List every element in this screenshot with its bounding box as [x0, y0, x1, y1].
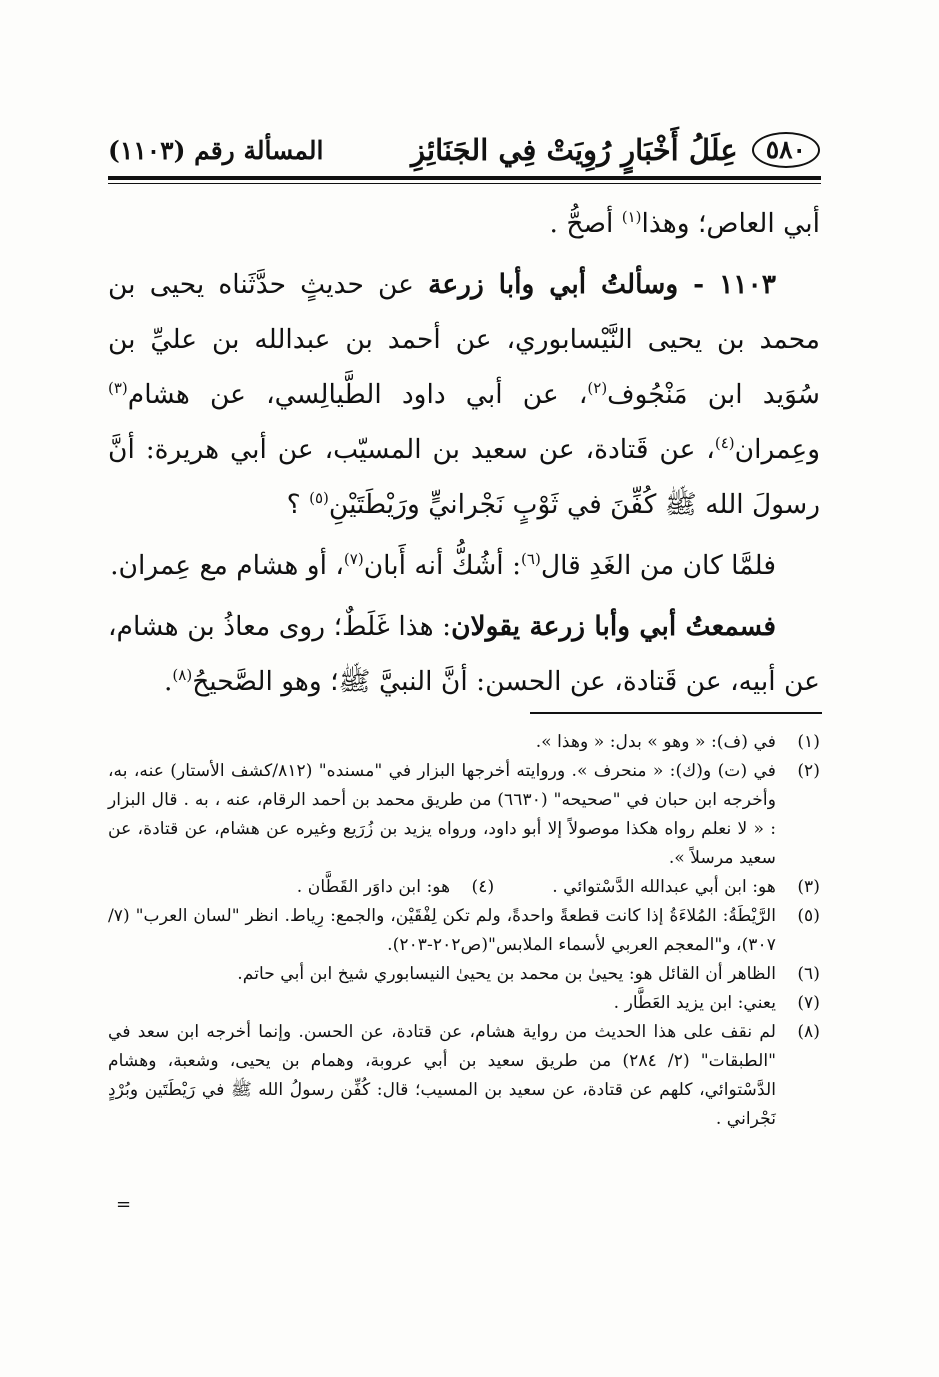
footnote-number: (٦)	[797, 964, 820, 984]
footnote-5	[108, 902, 820, 960]
footnote-ref[interactable]: (٦)	[521, 550, 541, 569]
footnote-text: الظاهر أن القائل هو: يحيىٰ بن محمد بن يحيىٰ النيسابوري شيخ ابن أبي حاتم.	[237, 964, 776, 984]
footnote-number: (٢)	[797, 761, 820, 781]
footnote-ref[interactable]: (١)	[621, 208, 642, 227]
footnotes-3-4	[108, 873, 820, 902]
footnote-2	[108, 757, 820, 873]
issue-label: المسألة رقم (١١٠٣)	[108, 135, 324, 165]
footnote-ref[interactable]: (٢)	[587, 379, 608, 398]
footnote-text: في (ف): « وهو » بدل: « وهذا ».	[535, 732, 776, 752]
footnote-text: هو: ابن داوَر القَطَّان .	[296, 877, 451, 897]
footnote-ref[interactable]: (٤)	[714, 434, 735, 453]
header-rule-thin	[108, 183, 821, 184]
footnote-7	[108, 989, 820, 1018]
footnote-text: لم نقف على هذا الحديث من رواية هشام، عن قتادة، عن الحسن. وإنما أخرجه ابن سعد في "الطبقات" (٢/ ٢٨٤) من طريق سعيد بن أبي عروبة، وهمام بن يحيى، وشعبة، وهشام الدَّسْتوائي، كلهم عن قتادة، عن سعيد بن المسيب؛ قال: كُفِّن رسولُ الله ﷺ في رَيْطَتَين وبُرْدٍ نَجْراني .	[108, 1022, 776, 1129]
running-title: عِلَلُ أَخْبَارٍ رُوِيَتْ فِي الجَنَائِزِ	[411, 133, 738, 167]
paragraph-answer: فسمعتُ أبي وأبا زرعة يقولان: هذا غَلَطٌ؛ روى معاذُ بن هشام، عن أبيه، عن قَتادة، عن الحسن: أنَّ النبيَّ ﷺ؛ وهو الصَّحيحُ$^{(٨)}$.	[108, 611, 820, 697]
footnote-number: (٣)	[797, 877, 820, 897]
footnote-4	[297, 873, 494, 902]
footnote-1	[108, 728, 820, 757]
footnote-text: في (ت) و(ك): « منحرف ». وروايته أخرجها البزار في "مسنده" (٨١٢/كشف الأستار) عنه، به، وأخرجه ابن حبان في "صحيحه" (٦٦٣٠) من طريق محمد بن أحمد الرقام، عنه ، به . قال البزار : « لا نعلم رواه هكذا موصولاً إلا أبو داود، ورواه يزيد بن زُرَيع وغيره عن هشام، عن قتادة، عن سعيد مرسلاً ».	[108, 761, 776, 868]
footnote-ref[interactable]: (٥)	[309, 489, 329, 508]
footnote-text: هو: ابن أبي عبدالله الدَّسْتوائي .	[552, 877, 776, 897]
answer-bold: فسمعتُ أبي وأبا زرعة يقولان	[451, 611, 776, 642]
footnote-number: (٨)	[797, 1022, 820, 1042]
question-bold: وسألتُ أبي وأبا زرعة	[428, 269, 679, 300]
page-header	[108, 128, 820, 172]
page-number: ٥٨٠	[752, 132, 820, 168]
continuation-mark: =	[116, 1194, 132, 1215]
question-number: ١١٠٣ -	[678, 269, 777, 300]
footnote-8	[108, 1018, 820, 1134]
footnote-ref[interactable]: (٨)	[172, 666, 193, 685]
footnote-number: (٧)	[797, 993, 820, 1013]
footnote-text: يعني: ابن يزيد العَطَّار .	[613, 993, 776, 1013]
footnote-separator	[530, 712, 822, 714]
footnote-number: (١)	[797, 732, 820, 752]
paragraph-next-day: فلمَّا كان من الغَدِ قال$^{(٦)}$: أشُكُّ أنه أَبان$^{(٧)}$، أو هشام مع عِمران.	[110, 550, 776, 581]
footnote-number: (٥)	[797, 906, 820, 926]
question-paragraph: ١١٠٣ - وسألتُ أبي وأبا زرعة عن حديثٍ حدَّثَناه يحيى بن محمد بن يحيى النَّيْسابوري، عن أحمد بن عبدالله بن عليِّ بن سُوَيد ابن مَنْجُوف$^{(٢)}$، عن أبي داود الطَّيالِسي، عن هشام$^{(٣)}$ وعِمران$^{(٤)}$، عن قَتادة، عن سعيد بن المسيّب، عن أبي هريرة: أنَّ رسولَ الله ﷺ كُفِّنَ في ثَوْبٍ نَجْرانيٍّ ورَيْطَتَيْنِ$^{(٥)}$ ؟	[108, 269, 820, 520]
footnote-text: الرَّيْطَةُ: المُلاءَةُ إذا كانت قطعةً واحدةً، ولم تكن لِفْقَيْن، والجمع: رِياط. انظر "لسان العرب" (٧/ ٣٠٧)، و"المعجم العربي لأسماء الملابس"(ص٢٠٢-٢٠٣).	[108, 906, 776, 955]
footnotes	[108, 728, 820, 1134]
paragraph-continuation: أبي العاص؛ وهذا$^{(١)}$ أصحُّ .	[549, 208, 820, 239]
footnote-ref[interactable]: (٣)	[108, 379, 128, 398]
footnote-3	[552, 873, 820, 902]
header-rule-thick	[108, 176, 821, 180]
footnote-6	[108, 960, 820, 989]
footnote-ref[interactable]: (٧)	[343, 550, 364, 569]
footnote-number: (٤)	[471, 877, 495, 897]
main-text	[108, 196, 820, 709]
